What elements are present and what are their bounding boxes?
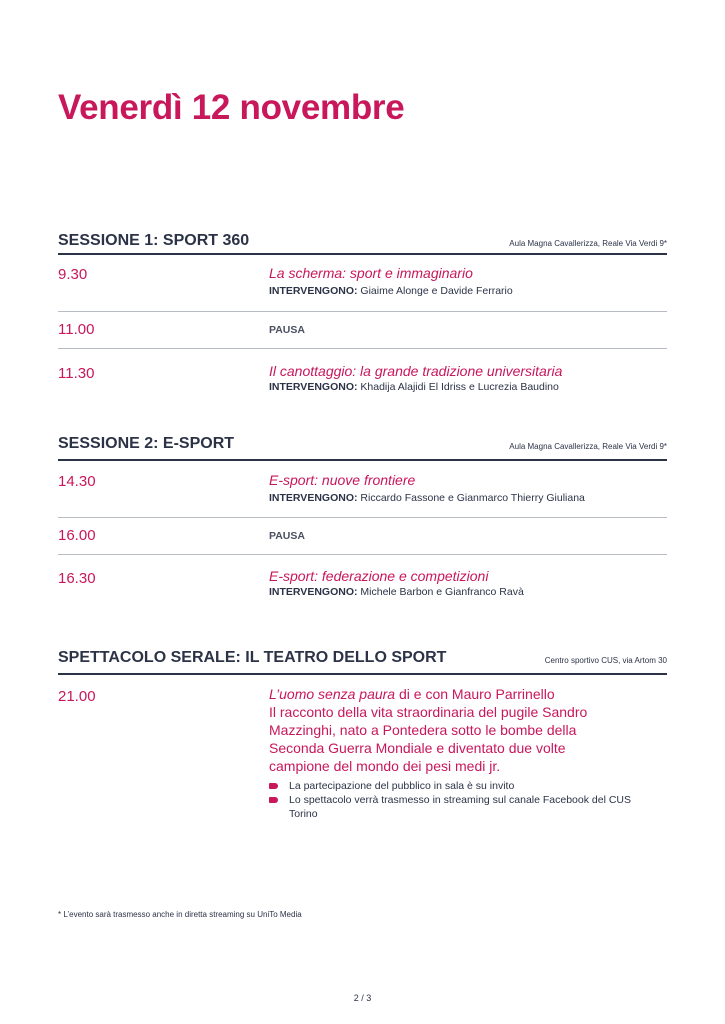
divider <box>58 348 667 349</box>
schedule-time: 9.30 <box>58 266 88 283</box>
divider <box>58 253 667 255</box>
page-number: 2 / 3 <box>353 993 372 1003</box>
divider <box>58 517 667 518</box>
schedule-time: 21.00 <box>58 688 96 705</box>
show-name: L’uomo senza paura <box>269 686 396 702</box>
divider <box>58 311 667 312</box>
note-text: La partecipazione del pubblico in sala è su invito <box>289 780 515 792</box>
schedule-time: 14.30 <box>58 473 96 490</box>
list-item <box>269 793 659 821</box>
speakers-names: Khadija Alajidi El Idriss e Lucrezia Baudino <box>357 381 559 393</box>
session-header <box>58 645 667 669</box>
show-author: di e con Mauro Parrinello <box>395 686 555 702</box>
notes-list <box>269 779 669 821</box>
pause-label: PAUSA <box>269 324 305 336</box>
talk-title: E-sport: federazione e competizioni <box>269 568 489 584</box>
speakers-label: INTERVENGONO: <box>269 285 358 297</box>
session-title: SESSIONE 2: E-SPORT <box>58 435 235 452</box>
schedule-time: 16.00 <box>58 527 96 544</box>
speakers-names: Michele Barbon e Gianfranco Ravà <box>357 586 524 598</box>
session-header <box>58 431 667 455</box>
show-description-line: Mazzinghi, nato a Pontedera sotto le bombe della <box>269 722 577 738</box>
note-text: Lo spettacolo verrà trasmesso in streaming sul canale Facebook del CUS Torino <box>289 794 631 820</box>
talk-title: E-sport: nuove frontiere <box>269 472 416 488</box>
speakers <box>269 380 669 394</box>
speakers <box>269 284 669 298</box>
divider <box>58 459 667 461</box>
talk-title: Il canottaggio: la grande tradizione universitaria <box>269 363 563 379</box>
talk-block <box>269 264 669 298</box>
page-title: Venerdì 12 novembre <box>58 88 405 127</box>
talk-block <box>269 471 669 505</box>
speakers-label: INTERVENGONO: <box>269 381 358 393</box>
show-block <box>269 685 669 821</box>
session-location: Aula Magna Cavallerizza, Reale Via Verdi 9* <box>509 442 667 451</box>
divider <box>58 554 667 555</box>
show-description-line: Il racconto della vita straordinaria del pugile Sandro <box>269 704 588 720</box>
speakers <box>269 491 669 505</box>
talk-block <box>269 362 669 394</box>
speakers-label: INTERVENGONO: <box>269 586 358 598</box>
show-description-line: campione del mondo dei pesi medi jr. <box>269 758 501 774</box>
footnote: * L’evento sarà trasmesso anche in diretta streaming su UniTo Media <box>58 910 302 919</box>
speakers-label: INTERVENGONO: <box>269 492 358 504</box>
show-title <box>269 685 669 703</box>
session-location: Centro sportivo CUS, via Artom 30 <box>544 656 667 665</box>
speakers-names: Giaime Alonge e Davide Ferrario <box>357 285 513 297</box>
show-description-line: Seconda Guerra Mondiale e diventato due volte <box>269 740 566 756</box>
talk-title: La scherma: sport e immaginario <box>269 265 473 281</box>
session-title: SPETTACOLO SERALE: IL TEATRO DELLO SPORT <box>58 649 447 666</box>
tag-bullet-icon <box>269 797 278 803</box>
list-item <box>269 779 669 793</box>
session-title: SESSIONE 1: SPORT 360 <box>58 232 250 249</box>
schedule-time: 16.30 <box>58 570 96 587</box>
session-location: Aula Magna Cavallerizza, Reale Via Verdi 9* <box>509 239 667 248</box>
divider <box>58 673 667 675</box>
talk-block <box>269 567 669 599</box>
schedule-time: 11.30 <box>58 365 95 382</box>
session-header <box>58 228 667 252</box>
tag-bullet-icon <box>269 783 278 789</box>
speakers-names: Riccardo Fassone e Gianmarco Thierry Giuliana <box>357 492 585 504</box>
schedule-time: 11.00 <box>58 321 95 338</box>
speakers <box>269 585 669 599</box>
pause-label: PAUSA <box>269 530 305 542</box>
